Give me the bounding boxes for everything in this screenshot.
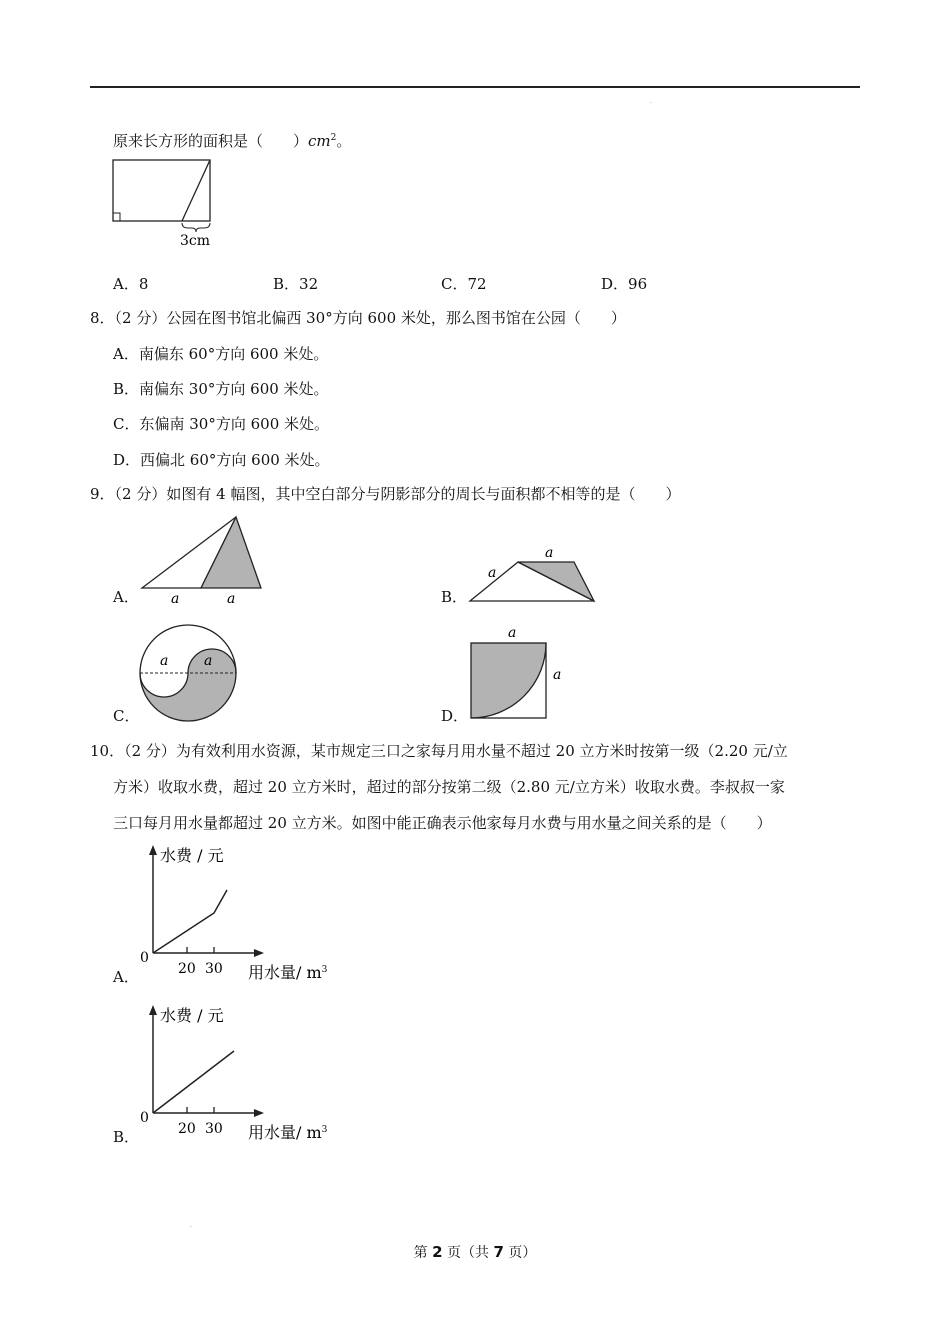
- cut-line: [182, 160, 210, 221]
- cost-line: [153, 890, 227, 953]
- q7-figure: [108, 155, 228, 250]
- q8-number: 8．: [90, 309, 115, 327]
- side-label-d-right: a: [553, 667, 562, 683]
- q9-stem-text: （2 分）如图有 4 幅图，其中空白部分与阴影部分的周长与面积都不相等的是（ ）: [114, 485, 681, 503]
- q8-stem: [90, 308, 626, 328]
- q9-number: 9．: [90, 485, 115, 503]
- q9-stem: [90, 484, 680, 504]
- side-label-a2: a: [227, 591, 236, 607]
- q10-stem-line1: [90, 741, 788, 761]
- q9-option-a[interactable]: A．: [113, 588, 139, 606]
- origin-label: 0: [140, 950, 149, 966]
- q8-option-b[interactable]: B．南偏东 30°方向 600 米处。: [113, 380, 329, 398]
- brace: [182, 223, 210, 232]
- q8-option-c[interactable]: C．东偏南 30°方向 600 米处。: [113, 415, 330, 433]
- page-number: 2: [432, 1243, 443, 1261]
- q8-option-d[interactable]: D．西偏北 60°方向 600 米处。: [113, 451, 330, 469]
- q9-option-d[interactable]: D．: [441, 707, 469, 725]
- q9-option-b[interactable]: B．: [441, 588, 468, 606]
- q7-option-b[interactable]: B．32: [273, 275, 319, 293]
- q7-stem-text: 原来长方形的面积是（ ）: [113, 132, 309, 150]
- q10-stem-text1: （2 分）为有效利用水资源，某市规定三口之家每月用水量不超过 20 立方米时按第一级（2.20 元/立: [124, 742, 788, 760]
- tick-label-20: 20: [178, 1121, 196, 1137]
- header-rule: [90, 86, 860, 88]
- shaded-region: [471, 643, 546, 718]
- y-axis-label: 水费 / 元: [160, 846, 224, 865]
- x-axis-arrow-icon: [254, 949, 264, 957]
- q7-option-d[interactable]: D．96: [601, 275, 648, 293]
- q7-stem: [113, 128, 351, 151]
- side-label-c1: a: [160, 653, 169, 669]
- x-axis-label: 用水量/ $m^3$: [248, 963, 328, 982]
- q10-option-a[interactable]: A．: [113, 968, 139, 986]
- q8-option-a[interactable]: A．南偏东 60°方向 600 米处。: [113, 345, 329, 363]
- q9-figure-b: [465, 540, 605, 610]
- origin-label: 0: [140, 1110, 149, 1126]
- side-label-c2: a: [204, 653, 213, 669]
- side-label-b-top: a: [545, 545, 554, 561]
- scan-speck: .: [190, 1222, 192, 1229]
- q7-figure-label: 3cm: [180, 233, 211, 249]
- page-total: 7: [493, 1243, 504, 1261]
- q10-number: 10．: [90, 742, 125, 760]
- tick-label-30: 30: [205, 961, 223, 977]
- side-label-d-top: a: [508, 625, 517, 641]
- q10-graph-a: [110, 840, 350, 990]
- y-axis-arrow-icon: [149, 845, 157, 855]
- q9-figure-d: [465, 622, 575, 727]
- side-label-b-left: a: [488, 565, 497, 581]
- x-axis-label: 用水量/ $m^3$: [248, 1123, 328, 1142]
- cost-line: [153, 1051, 234, 1113]
- q10-stem-line3: 三口每月用水量都超过 20 立方米。如图中能正确表示他家每月水费与用水量之间关系的是（ ）: [113, 814, 772, 832]
- q8-stem-text: （2 分）公园在图书馆北偏西 30°方向 600 米处，那么图书馆在公园（ ）: [114, 309, 626, 327]
- side-label-a1: a: [171, 591, 180, 607]
- y-axis-arrow-icon: [149, 1005, 157, 1015]
- y-axis-label: 水费 / 元: [160, 1006, 224, 1025]
- q7-stem-end: 。: [336, 132, 352, 150]
- q9-figure-a: [135, 510, 275, 610]
- right-angle-mark: [113, 213, 120, 221]
- q10-stem-line2: 方米）收取水费，超过 20 立方米时，超过的部分按第二级（2.80 元/立方米）收取水费。李叔叔一家: [113, 778, 785, 796]
- shaded-triangle: [201, 517, 261, 588]
- q9-option-c[interactable]: C．: [113, 707, 140, 725]
- q10-option-b[interactable]: B．: [113, 1128, 140, 1146]
- q7-option-c[interactable]: C．72: [441, 275, 487, 293]
- tick-label-30: 30: [205, 1121, 223, 1137]
- tick-label-20: 20: [178, 961, 196, 977]
- shaded-triangle: [518, 562, 594, 601]
- scan-speck: .: [650, 98, 652, 105]
- q10-graph-b: [110, 1000, 350, 1150]
- q9-figure-c: [135, 620, 245, 730]
- q7-unit-sup: 2: [330, 133, 337, 143]
- x-axis-arrow-icon: [254, 1109, 264, 1117]
- q7-option-a[interactable]: A．8: [113, 275, 149, 293]
- q7-unit: cm: [308, 132, 331, 150]
- page-footer: 第 2 页（共 7 页）: [413, 1243, 537, 1261]
- shaded-region: [140, 649, 236, 721]
